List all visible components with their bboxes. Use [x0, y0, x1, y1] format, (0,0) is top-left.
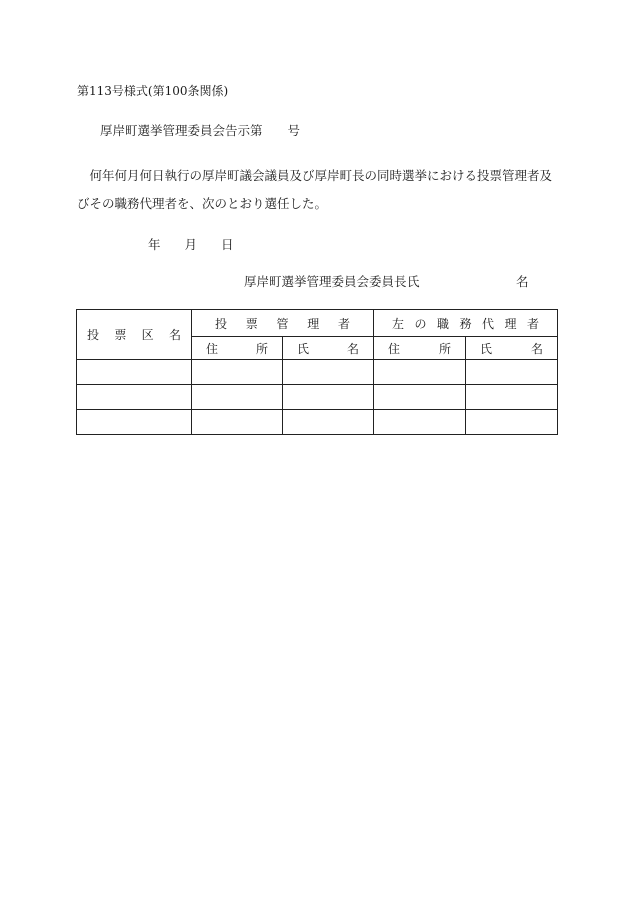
table-row: [77, 360, 558, 385]
deputy-address-cell[interactable]: [374, 360, 466, 385]
date-year-label: 年: [148, 237, 161, 252]
signer-surname-label: 氏: [407, 274, 420, 289]
deputy-name-cell[interactable]: [466, 385, 558, 410]
district-header: 投 票 区 名: [87, 328, 181, 342]
manager-header-cell: [192, 310, 374, 337]
deputy-header-cell: [374, 310, 558, 337]
manager-address-header: 住 所: [192, 337, 283, 360]
signer-role: 厚岸町選挙管理委員会委員長: [244, 274, 407, 289]
manager-name-cell[interactable]: [283, 410, 374, 435]
manager-address-cell[interactable]: [192, 360, 283, 385]
district-name-cell[interactable]: [77, 410, 192, 435]
table-row: [77, 410, 558, 435]
deputy-header: 左 の 職 務 代 理 者: [392, 316, 540, 331]
table-row: [77, 385, 558, 410]
manager-address-cell[interactable]: [192, 410, 283, 435]
district-name-cell[interactable]: [77, 360, 192, 385]
manager-address-cell[interactable]: [192, 385, 283, 410]
body-text: 何年何月何日執行の厚岸町議会議員及び厚岸町長の同時選挙における投票管理者及びその職務代理者を、次のとおり選任した。: [77, 168, 553, 211]
deputy-name-cell[interactable]: [466, 360, 558, 385]
deputy-address-header: 住 所: [374, 337, 466, 360]
district-header-cell: [77, 310, 192, 360]
manager-name-header: 氏 名: [283, 337, 374, 360]
signer-name-label: 名: [516, 274, 529, 289]
table-header-row: [77, 310, 558, 337]
notice-title: 厚岸町選挙管理委員会告示第 号: [100, 123, 301, 138]
manager-header: 投 票 管 理 者: [215, 316, 351, 331]
district-name-cell[interactable]: [77, 385, 192, 410]
deputy-address-cell[interactable]: [374, 385, 466, 410]
date-line: [148, 235, 234, 253]
manager-name-cell[interactable]: [283, 385, 374, 410]
date-day-label: 日: [221, 237, 234, 252]
deputy-name-header: 氏 名: [466, 337, 558, 360]
deputy-name-cell[interactable]: [466, 410, 558, 435]
date-month-label: 月: [184, 237, 198, 252]
deputy-address-cell[interactable]: [374, 410, 466, 435]
form-number: 第113号様式(第100条関係): [77, 84, 229, 98]
appointment-table: [76, 309, 558, 435]
manager-name-cell[interactable]: [283, 360, 374, 385]
